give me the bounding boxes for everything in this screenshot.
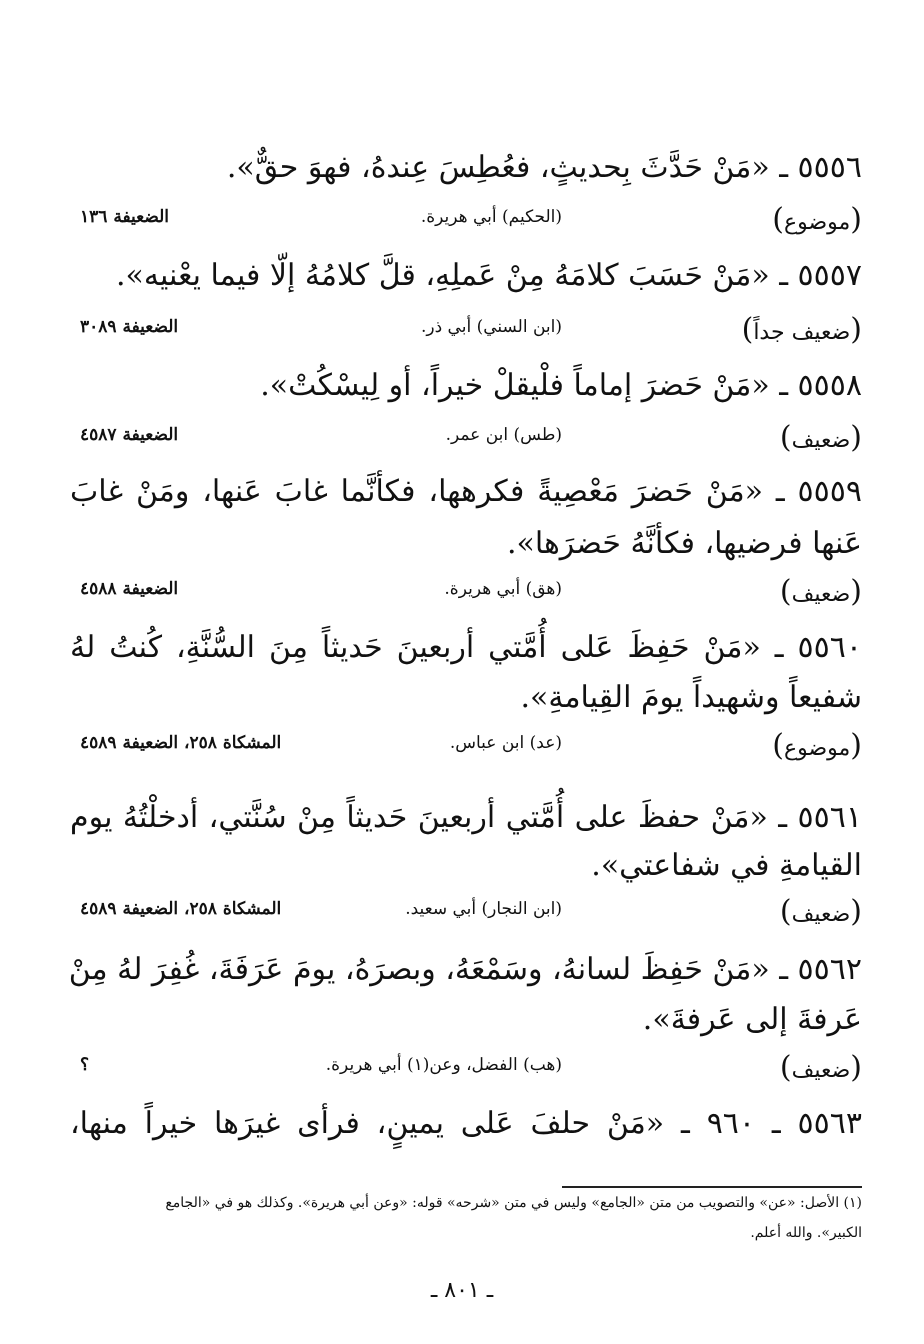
source-row-5556 [80, 200, 862, 240]
hadith-text-5558: ٥٥٥٨ ـ «مَنْ حَضرَ إماماً فلْيقلْ خيراً، أو لِيسْكُتْ». [260, 368, 862, 403]
grade-label: (ضعيف) [779, 420, 862, 455]
source-row-5562 [80, 1048, 862, 1088]
reference-text: الضعيفة ٤٥٨٨ [80, 579, 179, 599]
source-text: (هب) الفضل، وعن(١) أبي هريرة. [325, 1055, 562, 1075]
source-text: (طس) ابن عمر. [445, 425, 562, 445]
hadith-text-5561-line2: القيامةِ في شفاعتي». [591, 848, 862, 883]
hadith-text-5559-line1: ٥٥٥٩ ـ «مَنْ حَضرَ مَعْصِيةً فكرهها، فكأنَّما غابَ عَنها، ومَنْ غابَ [70, 474, 862, 509]
source-text: (ابن النجار) أبي سعيد. [405, 899, 562, 919]
source-row-5559 [80, 572, 862, 612]
grade-label: (ضعيف) [779, 894, 862, 929]
reference-text: ؟ [80, 1055, 90, 1075]
hadith-text-5560-line2: شفيعاً وشهيداً يومَ القِيامةِ». [520, 680, 862, 715]
source-text: (ابن السني) أبي ذر. [420, 317, 562, 337]
footnote-line2: الكبير». والله أعلم. [750, 1225, 862, 1241]
reference-text: الضعيفة ١٣٦ [80, 207, 170, 227]
reference-text: المشكاة ٢٥٨، الضعيفة ٤٥٨٩ [80, 899, 282, 919]
hadith-text-5562-line2: عَرفةَ إلى عَرفةَ». [642, 1002, 862, 1037]
source-row-5561 [80, 892, 862, 932]
hadith-text-5556: ٥٥٥٦ ـ «مَنْ حَدَّثَ بِحديثٍ، فعُطِسَ عِندهُ، فهوَ حقٌّ». [226, 150, 862, 185]
hadith-text-5560-line1: ٥٥٦٠ ـ «مَنْ حَفِظَ عَلى أُمَّتي أربعينَ حَديثاً مِنَ السُّنَّةِ، كُنتُ لهُ [70, 630, 862, 665]
footnote-line1: (١) الأصل: «عن» والتصويب من متن «الجامع» وليس في متن «شرحه» قوله: «وعن أبي هريرة». وكذلك هو في «الجامع [165, 1195, 862, 1211]
reference-text: الضعيفة ٣٠٨٩ [80, 317, 179, 337]
reference-text: المشكاة ٢٥٨، الضعيفة ٤٥٨٩ [80, 733, 282, 753]
hadith-text-5559-line2: عَنها فرضيها، فكأنَّهُ حَضرَها». [506, 526, 862, 561]
hadith-text-5562-line1: ٥٥٦٢ ـ «مَنْ حَفِظَ لسانهُ، وسَمْعَهُ، وبصرَهُ، يومَ عَرَفَةَ، غُفِرَ لهُ مِنْ [68, 952, 862, 987]
hadith-text-5561-line1: ٥٥٦١ ـ «مَنْ حفظَ على أُمَّتي أربعينَ حَديثاً مِنْ سُنَّتي، أدخلْتُهُ يوم [70, 800, 862, 835]
source-text: (هق) أبي هريرة. [444, 579, 562, 599]
page-number: ـ ٨٠١ ـ [430, 1278, 494, 1303]
grade-label: (ضعيف) [779, 1050, 862, 1085]
grade-label: (ضعيف) [779, 574, 862, 609]
reference-text: الضعيفة ٤٥٨٧ [80, 425, 179, 445]
grade-label: (موضوع) [772, 202, 862, 237]
grade-label: (موضوع) [772, 728, 862, 763]
hadith-text-5563-line1: ٥٥٦٣ ـ ٩٦٠ ـ «مَنْ حلفَ عَلى يمينٍ، فرأى غيرَها خيراً منها، [70, 1106, 862, 1141]
source-text: (الحكيم) أبي هريرة. [420, 207, 562, 227]
source-text: (عد) ابن عباس. [449, 733, 562, 753]
source-row-5558 [80, 418, 862, 458]
grade-label: (ضعيف جداً) [741, 312, 862, 347]
source-row-5560 [80, 726, 862, 766]
source-row-5557 [80, 310, 862, 350]
hadith-text-5557: ٥٥٥٧ ـ «مَنْ حَسَبَ كلامَهُ مِنْ عَملِهِ، قلَّ كلامُهُ إلّا فيما يعْنيه». [116, 258, 862, 293]
